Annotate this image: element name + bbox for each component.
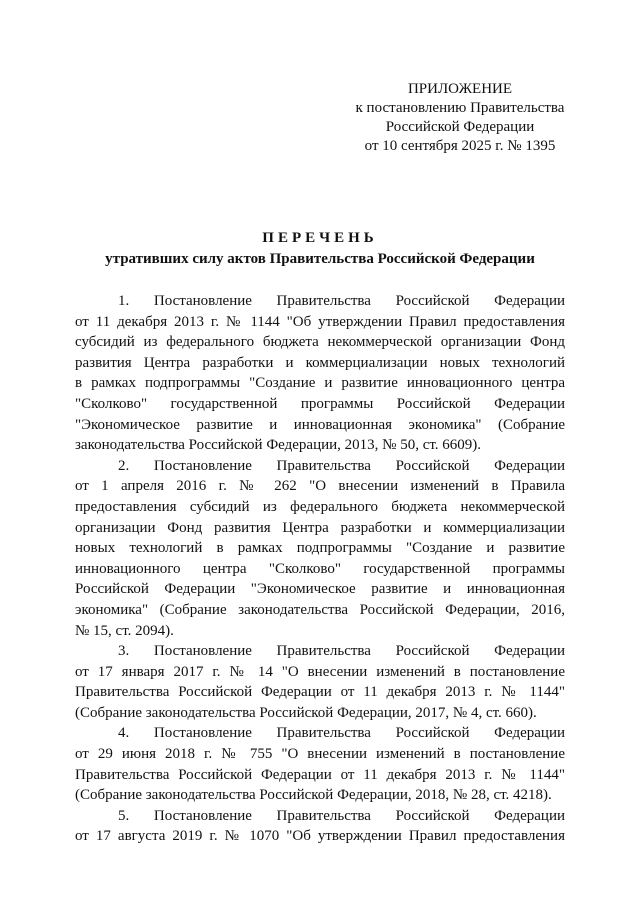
item-3-line: 3. Постановление Правительства Российской Федерации xyxy=(118,643,565,660)
item-1-line: субсидий из федерального бюджета некоммерческой организации Фонд xyxy=(75,334,565,351)
item-2-line: экономика" (Собрание законодательства Российской Федерации, 2016, xyxy=(75,601,565,618)
item-1-line: "Сколково" государственной программы Российской Федерации xyxy=(75,395,565,412)
item-1-line: "Экономическое развитие и инновационная экономика" (Собрание xyxy=(75,416,565,433)
item-4-line: Правительства Российской Федерации от 11 декабря 2013 г. № 1144" xyxy=(75,766,565,783)
item-1-line: от 11 декабря 2013 г. № 1144 "Об утверждении Правил предоставления xyxy=(75,313,565,330)
item-5-line: от 17 августа 2019 г. № 1070 "Об утверждении Правил предоставления xyxy=(75,828,565,845)
item-5-line: 5. Постановление Правительства Российской Федерации xyxy=(118,807,565,824)
item-2-line: новых технологий в рамках подпрограммы "Создание и развитие xyxy=(75,540,565,557)
document-title: ПЕРЕЧЕНЬ xyxy=(262,230,378,246)
appendix-block xyxy=(320,80,600,156)
item-2-line: инновационного центра "Сколково" государственной программы xyxy=(75,560,565,577)
item-2-line: № 15, ст. 2094). xyxy=(75,622,174,639)
item-2-line: предоставления субсидий из федерального бюджета некоммерческой xyxy=(75,498,565,515)
appendix-authority: Российской Федерации xyxy=(385,119,535,135)
item-4-line: от 29 июня 2018 г. № 755 "О внесении изменений в постановление xyxy=(75,746,565,763)
item-4-line: (Собрание законодательства Российской Федерации, 2018, № 28, ст. 4218). xyxy=(75,787,552,804)
appendix-date-number: от 10 сентября 2025 г. № 1395 xyxy=(364,138,556,154)
document-body xyxy=(75,291,565,847)
item-2-line: Российской Федерации "Экономическое развитие и инновационная xyxy=(75,581,565,598)
item-3-line: (Собрание законодательства Российской Федерации, 2017, № 4, ст. 660). xyxy=(75,704,537,721)
document-subtitle: утративших силу актов Правительства Российской Федерации xyxy=(105,251,535,267)
item-2-line: от 1 апреля 2016 г. № 262 "О внесении изменений в Правила xyxy=(75,478,565,495)
item-2-line: 2. Постановление Правительства Российской Федерации xyxy=(118,457,565,474)
item-1-line: в рамках подпрограммы "Создание и развитие инновационного центра xyxy=(75,375,565,392)
appendix-reference: к постановлению Правительства xyxy=(355,100,565,116)
item-4-line: 4. Постановление Правительства Российской Федерации xyxy=(118,725,565,742)
item-2-line: организации Фонд развития Центра разработки и коммерциализации xyxy=(75,519,565,536)
item-1-line: законодательства Российской Федерации, 2013, № 50, ст. 6609). xyxy=(75,437,482,454)
item-1-line: 1. Постановление Правительства Российской Федерации xyxy=(118,293,565,309)
appendix-heading: ПРИЛОЖЕНИЕ xyxy=(407,81,513,97)
item-3-line: Правительства Российской Федерации от 11 декабря 2013 г. № 1144" xyxy=(75,684,565,701)
item-1-line: развития Центра разработки и коммерциализации новых технологий xyxy=(75,354,565,371)
item-3-line: от 17 января 2017 г. № 14 "О внесении изменений в постановление xyxy=(75,663,565,680)
